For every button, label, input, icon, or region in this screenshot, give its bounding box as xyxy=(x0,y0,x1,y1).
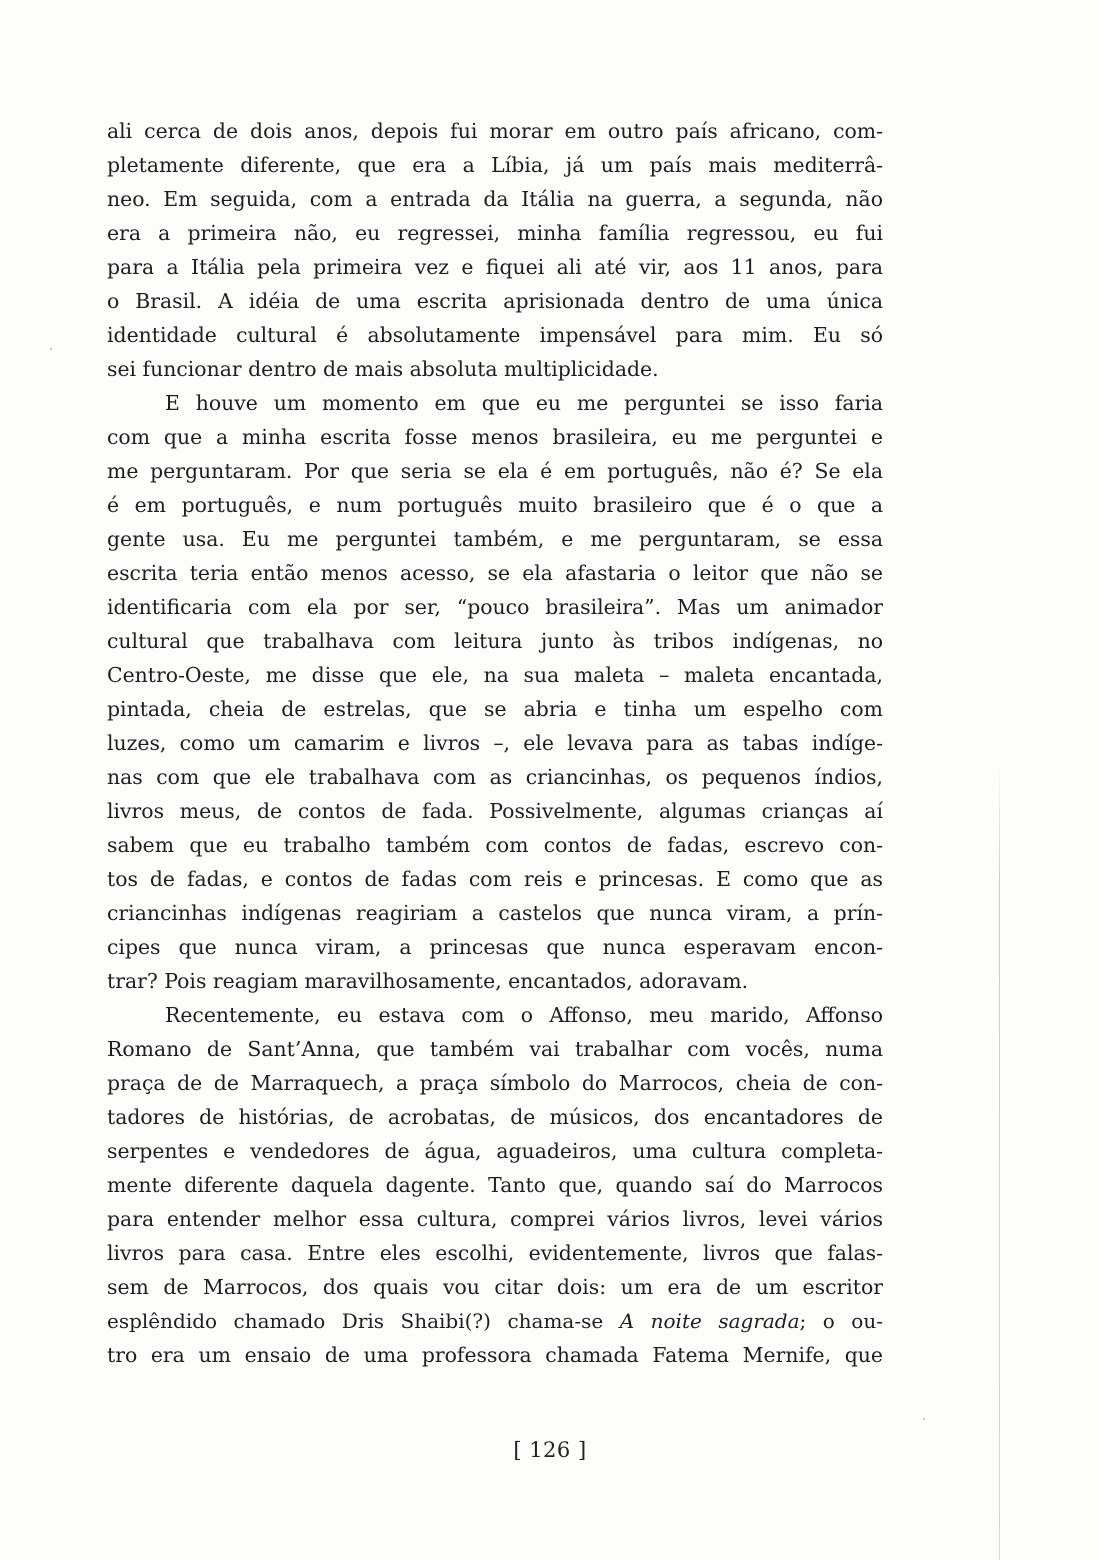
text-line: cultural que trabalhava com leitura junto às tribos indígenas, no xyxy=(107,629,883,653)
text-line: com que a minha escrita fosse menos brasileira, eu me perguntei e xyxy=(107,425,883,449)
text-line-with-title xyxy=(107,1304,883,1338)
text-line: Centro-Oeste, me disse que ele, na sua maleta – maleta encantada, xyxy=(107,663,883,687)
text-line: Romano de Sant’Anna, que também vai trabalhar com vocês, numa xyxy=(107,1037,883,1061)
text-line: trar? Pois reagiam maravilhosamente, encantados, adoravam. xyxy=(107,969,749,993)
text-line: é em português, e num português muito brasileiro que é o que a xyxy=(107,493,883,517)
page-number: [ 126 ] xyxy=(513,1438,587,1462)
text-line: tro era um ensaio de uma professora chamada Fatema Mernife, que xyxy=(107,1343,883,1367)
text-line: ali cerca de dois anos, depois fui morar em outro país africano, com- xyxy=(107,119,883,143)
text-line: pintada, cheia de estrelas, que se abria e tinha um espelho com xyxy=(107,697,883,721)
text-line: sei funcionar dentro de mais absoluta multiplicidade. xyxy=(107,357,659,381)
text-line: neo. Em seguida, com a entrada da Itália na guerra, a segunda, não xyxy=(107,187,883,211)
scan-speck xyxy=(923,1418,925,1420)
text-line: sem de Marrocos, dos quais vou citar dois: um era de um escritor xyxy=(107,1275,883,1299)
text-line: pletamente diferente, que era a Líbia, já um país mais mediterrâ- xyxy=(107,153,883,177)
text-line: identificaria com ela por ser, “pouco brasileira”. Mas um animador xyxy=(107,595,883,619)
text-line: luzes, como um camarim e livros –, ele levava para as tabas indíge- xyxy=(107,731,883,755)
text-line: identidade cultural é absolutamente impensável para mim. Eu só xyxy=(107,323,883,347)
text-run: ; o ou- xyxy=(799,1309,883,1333)
text-line: mente diferente daquela dagente. Tanto que, quando saí do Marrocos xyxy=(107,1173,883,1197)
text-line: tos de fadas, e contos de fadas com reis e princesas. E como que as xyxy=(107,867,883,891)
text-line: livros meus, de contos de fada. Possivelmente, algumas crianças aí xyxy=(107,799,883,823)
book-title: A noite sagrada xyxy=(619,1309,800,1333)
text-line: tadores de histórias, de acrobatas, de músicos, dos encantadores de xyxy=(107,1105,883,1129)
text-line: cipes que nunca viram, a princesas que nunca esperavam encon- xyxy=(107,935,883,959)
text-line: o Brasil. A idéia de uma escrita aprisionada dentro de uma única xyxy=(107,289,883,313)
text-run: esplêndido chamado Dris Shaibi(?) chama-se xyxy=(107,1309,620,1333)
text-line: serpentes e vendedores de água, aguadeiros, uma cultura completa- xyxy=(107,1139,883,1163)
text-line: para entender melhor essa cultura, comprei vários livros, levei vários xyxy=(107,1207,883,1231)
text-line: para a Itália pela primeira vez e fiquei ali até vir, aos 11 anos, para xyxy=(107,255,883,279)
paragraph-first-line: Recentemente, eu estava com o Affonso, meu marido, Affonso xyxy=(165,1003,883,1027)
text-line: gente usa. Eu me perguntei também, e me perguntaram, se essa xyxy=(107,527,883,551)
text-line: praça de de Marraquech, a praça símbolo do Marrocos, cheia de con- xyxy=(107,1071,883,1095)
text-line: me perguntaram. Por que seria se ela é em português, não é? Se ela xyxy=(107,459,883,483)
text-line: era a primeira não, eu regressei, minha família regressou, eu fui xyxy=(107,221,883,245)
text-line: livros para casa. Entre eles escolhi, evidentemente, livros que falas- xyxy=(107,1241,883,1265)
text-line: escrita teria então menos acesso, se ela afastaria o leitor que não se xyxy=(107,561,883,585)
scan-edge-shadow xyxy=(999,760,1000,1560)
scan-speck xyxy=(50,348,52,350)
body-text xyxy=(107,114,883,1372)
paragraph-first-line: E houve um momento em que eu me perguntei se isso faria xyxy=(165,391,883,415)
text-line: nas com que ele trabalhava com as criancinhas, os pequenos índios, xyxy=(107,765,883,789)
text-line: sabem que eu trabalho também com contos de fadas, escrevo con- xyxy=(107,833,883,857)
text-line: criancinhas indígenas reagiriam a castelos que nunca viram, a prín- xyxy=(107,901,883,925)
